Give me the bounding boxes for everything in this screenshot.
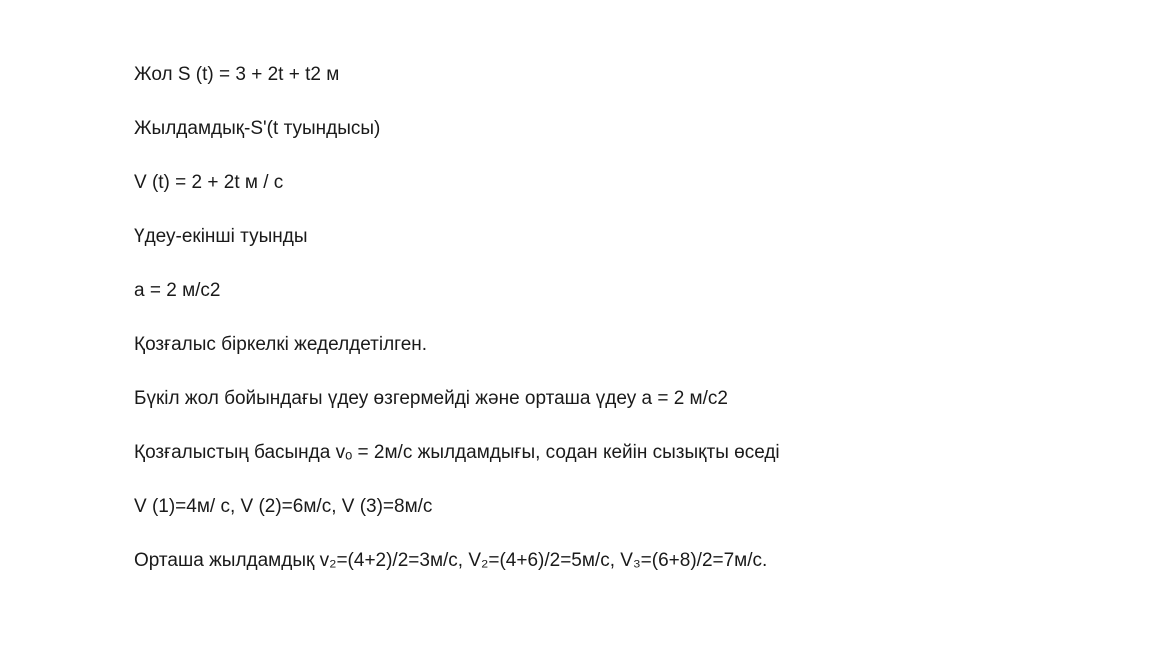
velocity-definition-line: Жылдамдық-S'(t туындысы): [134, 118, 381, 139]
acceleration-definition-line: Үдеу-екінші туынды: [134, 226, 308, 247]
acceleration-constant-line: Бүкіл жол бойындағы үдеу өзгермейді және орташа үдеу a = 2 м/с2: [134, 388, 728, 409]
motion-type-line: Қозғалыс біркелкі жеделдетілген.: [134, 334, 428, 355]
initial-velocity-line: Қозғалыстың басында vₒ = 2м/с жылдамдығы, содан кейін сызықты өседі: [134, 442, 780, 463]
acceleration-value-line: a = 2 м/с2: [134, 280, 221, 301]
path-formula-line: Жол S (t) = 3 + 2t + t2 м: [134, 64, 340, 85]
velocity-formula-line: V (t) = 2 + 2t м / с: [134, 172, 284, 193]
velocity-values-line: V (1)=4м/ с, V (2)=6м/с, V (3)=8м/с: [134, 496, 433, 517]
document-body: [134, 61, 1114, 601]
average-velocity-line: Орташа жылдамдық v₂=(4+2)/2=3м/с, V₂=(4+6)/2=5м/с, V₃=(6+8)/2=7м/с.: [134, 550, 768, 571]
